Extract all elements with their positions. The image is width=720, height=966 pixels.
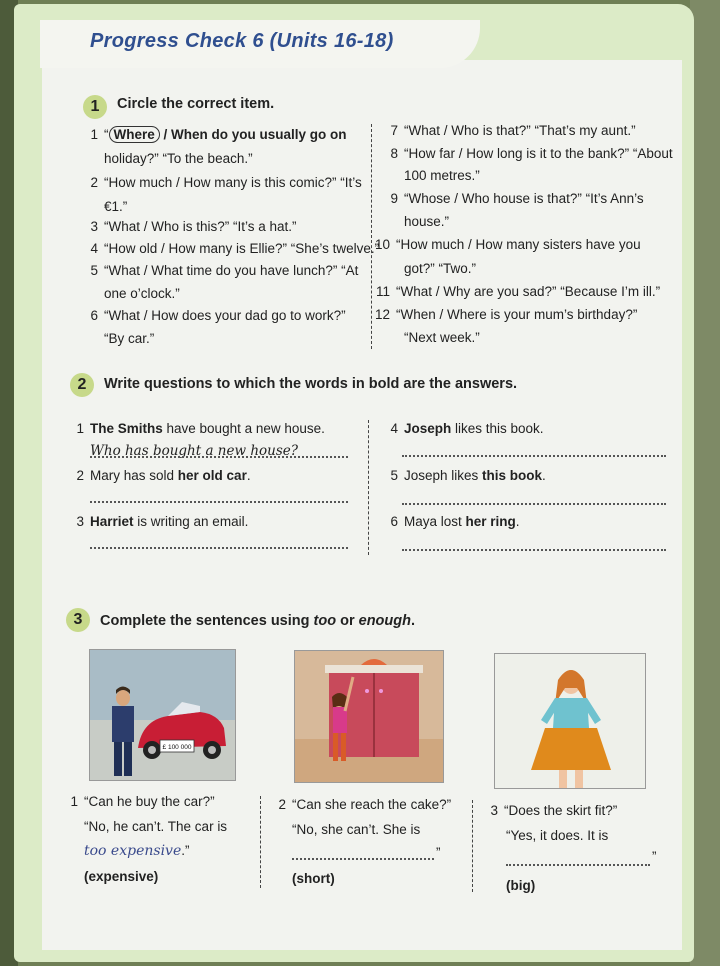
s1-item-10-line2: got?” “Two.” — [404, 261, 477, 276]
s1-item-1: 1 “ Where / When do you usually go on — [90, 127, 347, 142]
section-3-instruction: Complete the sentences using too or enough. — [100, 613, 416, 629]
section-3-badge: 3 — [66, 608, 90, 632]
s3-item-1-reply: “No, he can’t. The car is — [84, 819, 228, 834]
s2-answer-line-4[interactable] — [402, 455, 666, 457]
s2-item-4: 4 Joseph likes this book. — [390, 421, 544, 436]
s3-answer-1[interactable]: too expensive.” — [84, 843, 190, 859]
s2-item-6: 6 Maya lost her ring. — [390, 514, 520, 529]
s2-answer-1[interactable]: Who has bought a new house? — [90, 443, 299, 459]
s1-item-8: 8 “How far / How long is it to the bank?” “About — [390, 146, 673, 161]
s3-hint-3: (big) — [506, 878, 536, 893]
s1-item-5-line2: one o’clock.” — [104, 286, 180, 301]
s1-item-5: 5 “What / What time do you have lunch?” “At — [90, 263, 359, 278]
s3-item-3-close: ” — [652, 849, 657, 864]
section-1-badge: 1 — [83, 95, 107, 119]
s3-answer-line-2[interactable] — [292, 858, 434, 860]
s1-item-8-line2: 100 metres.” — [404, 168, 480, 183]
illustration-man-car — [89, 649, 236, 781]
s2-answer-line-5[interactable] — [402, 503, 666, 505]
section-2-badge: 2 — [70, 373, 94, 397]
s3-item-2-question: 2 “Can she reach the cake?” — [278, 797, 452, 812]
s1-item-7: 7 “What / Who is that?” “That’s my aunt.” — [390, 123, 636, 138]
s3-item-2-reply: “No, she can’t. She is — [292, 822, 421, 837]
section-2-column-divider — [368, 420, 369, 555]
page-edge — [690, 0, 720, 966]
s3-hint-2: (short) — [292, 871, 335, 886]
s1-item-2: 2 “How much / How many is this comic?” “It’s — [90, 175, 362, 190]
section-3-divider-1 — [260, 796, 261, 888]
s2-answer-line-2[interactable] — [90, 501, 348, 503]
s3-hint-1: (expensive) — [84, 869, 159, 884]
circled-answer: Where — [109, 126, 160, 143]
s3-item-2-close: ” — [436, 845, 441, 860]
s2-item-1: 1 The Smiths have bought a new house. — [76, 421, 325, 436]
s1-item-6-line2: “By car.” — [104, 331, 155, 346]
s2-answer-line-3[interactable] — [90, 547, 348, 549]
section-2-instruction: Write questions to which the words in bold are the answers. — [104, 376, 518, 392]
s3-item-3-reply: “Yes, it does. It is — [506, 828, 609, 843]
s1-item-12-line2: “Next week.” — [404, 330, 480, 345]
s1-item-1-line2: holiday?” “To the beach.” — [104, 151, 253, 166]
s1-item-3: 3 “What / Who is this?” “It’s a hat.” — [90, 219, 297, 234]
s3-answer-line-3[interactable] — [506, 864, 650, 866]
s2-item-5: 5 Joseph likes this book. — [390, 468, 546, 483]
s1-item-4: 4 “How old / How many is Ellie?” “She’s twelve.” — [90, 241, 380, 256]
s1-item-6: 6 “What / How does your dad go to work?” — [90, 308, 346, 323]
price-tag: £ 100 000 — [162, 744, 192, 751]
s1-item-9-line2: house.” — [404, 214, 450, 229]
section-3-divider-2 — [472, 800, 473, 892]
page-title: Progress Check 6 (Units 16-18) — [90, 30, 394, 52]
s2-item-3: 3 Harriet is writing an email. — [76, 514, 249, 529]
s2-answer-line-1[interactable] — [90, 456, 348, 458]
section-1-instruction: Circle the correct item. — [117, 96, 275, 112]
illustration-girl-cake — [294, 650, 444, 783]
s1-item-9: 9 “Whose / Who house is that?” “It’s Ann’s — [390, 191, 644, 206]
s1-item-11: 11 “What / Why are you sad?” “Because I’m ill.” — [375, 284, 661, 299]
s3-item-1-question: 1 “Can he buy the car?” — [70, 794, 215, 809]
illustration-girl-skirt — [494, 653, 646, 789]
s1-item-2-line2: €1.” — [104, 199, 128, 214]
s3-item-3-question: 3 “Does the skirt fit?” — [490, 803, 618, 818]
s1-item-12: 12 “When / Where is your mum’s birthday?” — [374, 307, 638, 322]
s1-item-10: 10 “How much / How many sisters have you — [374, 237, 641, 252]
s2-answer-line-6[interactable] — [402, 549, 666, 551]
s2-item-2: 2 Mary has sold her old car. — [76, 468, 251, 483]
